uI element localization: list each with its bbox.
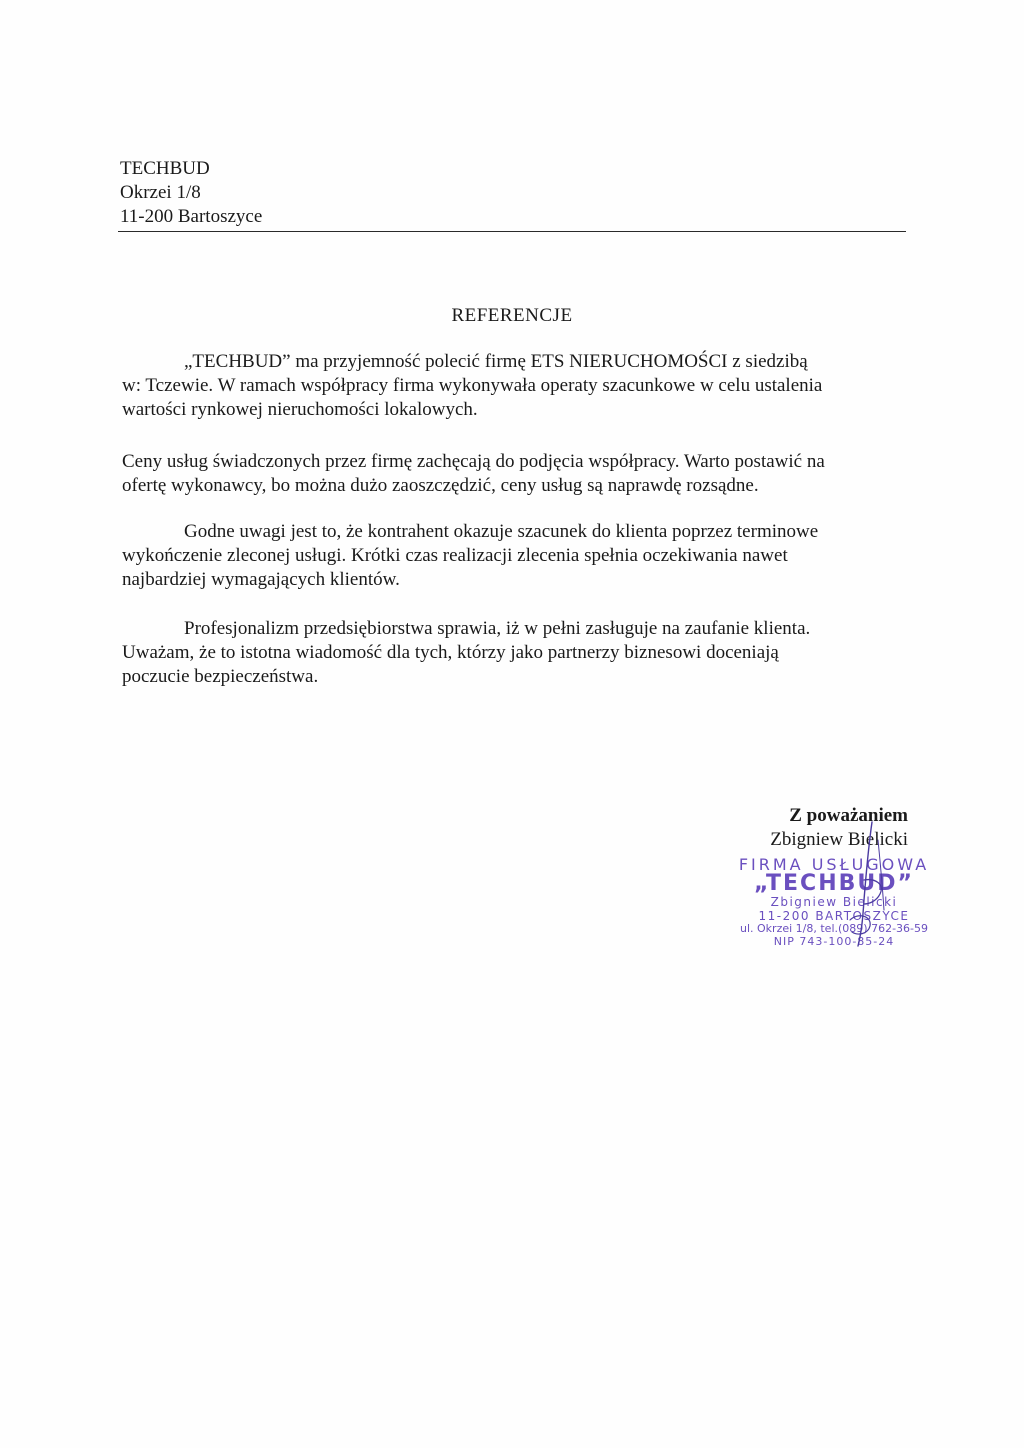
paragraph-line: Uważam, że to istotna wiadomość dla tych, którzy jako partnerzy biznesowi doceniają bbox=[122, 642, 779, 663]
paragraph-line: poczucie bezpieczeństwa. bbox=[122, 666, 319, 687]
paragraph-line: Ceny usług świadczonych przez firmę zachęcają do podjęcia współpracy. Warto postawić na bbox=[122, 451, 825, 472]
paragraph-line: „TECHBUD” ma przyjemność polecić firmę ETS NIERUCHOMOŚCI z siedzibą bbox=[184, 351, 808, 372]
paragraph-1 bbox=[122, 350, 902, 422]
paragraph-line: wykończenie zleconej usługi. Krótki czas realizacji zlecenia spełnia oczekiwania nawet bbox=[122, 545, 788, 566]
stamp-line: „TECHBUD” bbox=[754, 871, 914, 896]
stamp-line: Zbigniew Bielicki bbox=[770, 895, 898, 909]
paragraph-4 bbox=[122, 617, 902, 689]
paragraph-line: w: Tczewie. W ramach współpracy firma wykonywała operaty szacunkowe w celu ustalenia bbox=[122, 375, 823, 396]
handwritten-signature bbox=[780, 820, 900, 950]
closing-salutation: Z poważaniem bbox=[789, 805, 908, 826]
paragraph-line: ofertę wykonawcy, bo można dużo zaoszczędzić, ceny usług są naprawdę rozsądne. bbox=[122, 475, 759, 496]
paragraph-2 bbox=[122, 450, 902, 498]
stamp-line: 11-200 BARTOSZYCE bbox=[758, 909, 910, 923]
sender-company: TECHBUD bbox=[120, 158, 210, 179]
paragraph-3 bbox=[122, 520, 902, 592]
paragraph-line: Godne uwagi jest to, że kontrahent okazuje szacunek do klienta poprzez terminowe bbox=[184, 521, 819, 542]
sender-street: Okrzei 1/8 bbox=[120, 182, 201, 203]
stamp-line: ul. Okrzei 1/8, tel.(089) 762-36-59 bbox=[740, 922, 928, 935]
signatory-name: Zbigniew Bielicki bbox=[770, 829, 908, 850]
stamp-line: NIP 743-100-85-24 bbox=[773, 935, 895, 948]
header-divider bbox=[118, 231, 906, 232]
paragraph-line: najbardziej wymagających klientów. bbox=[122, 569, 400, 590]
sender-city: 11-200 Bartoszyce bbox=[120, 206, 263, 227]
stamp-line: FIRMA USŁUGOWA bbox=[738, 855, 930, 874]
sender-address bbox=[120, 157, 262, 229]
paragraph-line: Profesjonalizm przedsiębiorstwa sprawia, iż w pełni zasługuje na zaufanie klienta. bbox=[184, 618, 811, 639]
paragraph-line: wartości rynkowej nieruchomości lokalowych. bbox=[122, 399, 478, 420]
document-title: REFERENCJE bbox=[451, 305, 573, 326]
